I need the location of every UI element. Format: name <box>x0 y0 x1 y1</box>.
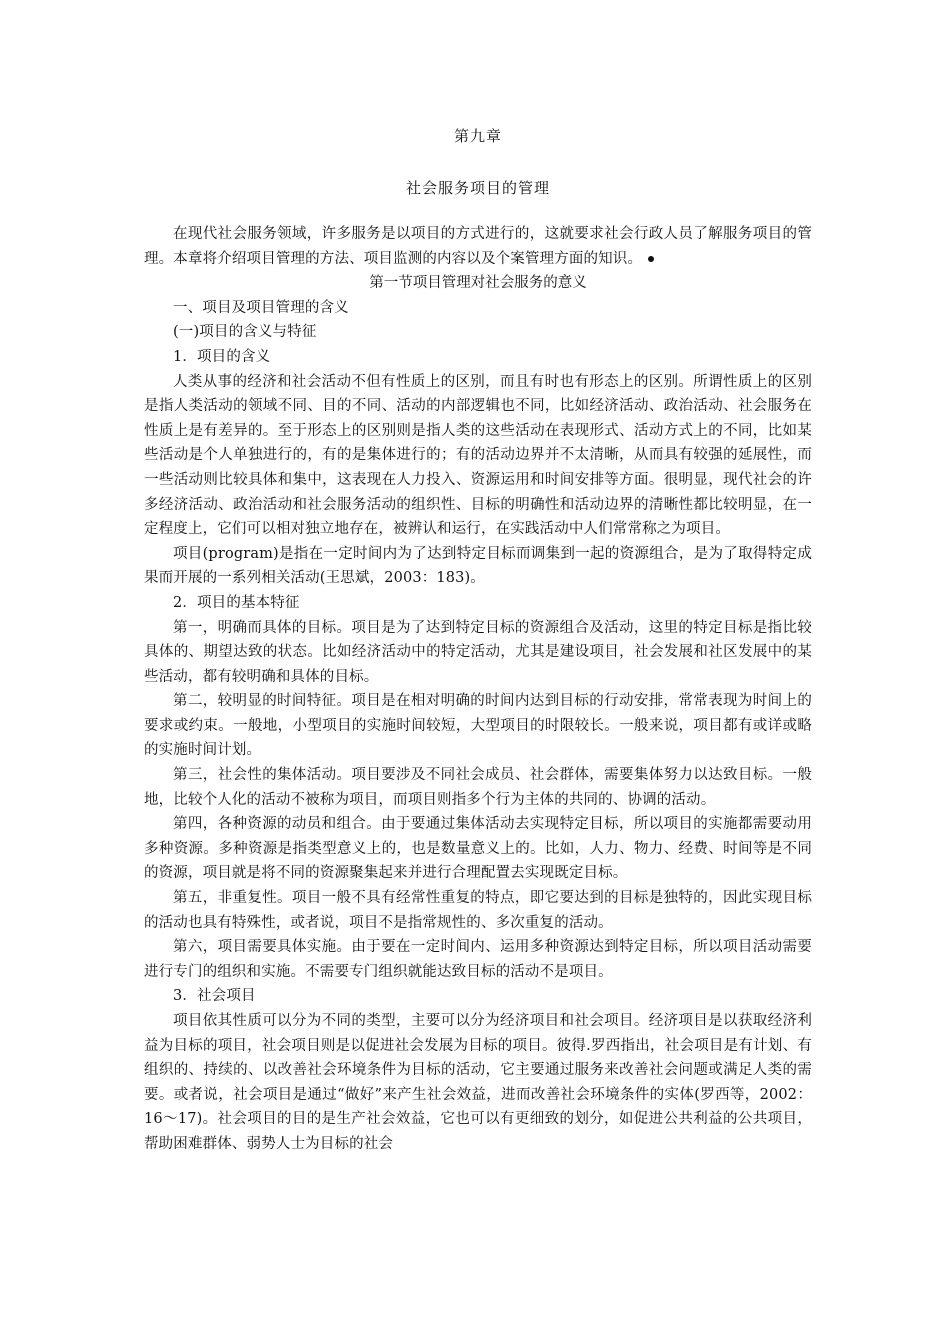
paragraph-feature-4: 第四，各种资源的动员和组合。由于要通过集体活动去实现特定目标，所以项目的实施都需要动用多种资源。多种资源是指类型意义上的，也是数量意义上的。比如，人力、物力、经费、时间等是不同的资源，项目就是将不同的资源聚集起来并进行合理配置去实现既定目标。 <box>144 816 812 882</box>
chapter-subtitle: 社会服务项目的管理 <box>405 179 550 197</box>
paragraph-feature-2: 第二，较明显的时间特征。项目是在相对明确的时间内达到目标的行动安排，常常表现为时间上的要求或约束。一般地，小型项目的实施时间较短，大型项目的时限较长。一般来说，项目都有或详或略的实施时间计划。 <box>144 693 812 759</box>
chapter-title: 第九章 <box>453 127 502 145</box>
paragraph-feature-5: 第五，非重复性。项目一般不具有经常性重复的特点，即它要达到的目标是独特的，因此实现目标的活动也具有特殊性，或者说，项目不是指常规性的、多次重复的活动。 <box>144 890 812 931</box>
document-page <box>144 124 812 1157</box>
heading-social-project: 3．社会项目 <box>173 988 256 1005</box>
intro-paragraph <box>144 222 812 271</box>
paragraph-feature-1: 第一，明确而具体的目标。项目是为了达到特定目标的资源组合及活动，这里的特定目标是指比较具体的、期望达致的状态。比如经济活动中的特定活动，尤其是建设项目，社会发展和社区发展中的某些活动，都有较明确和具体的目标。 <box>144 619 812 685</box>
paragraph-program-definition: 项目(program)是指在一定时间内为了达到特定目标而调集到一起的资源组合，是为了取得特定成果而开展的一系列相关活动(王思斌，2003：183)。 <box>144 545 812 587</box>
section-title: 第一节项目管理对社会服务的意义 <box>369 275 587 292</box>
paragraph-social-project: 项目依其性质可以分为不同的类型，主要可以分为经济项目和社会项目。经济项目是以获取经济利益为目标的项目，社会项目则是以促进社会发展为目标的项目。彼得.罗西指出，社会项目是有计划、有组织的、持续的、以改善社会环境条件为目标的活动，它主要通过服务来改善社会问题或满足人类的需要。或者说，社会项目是通过“做好”来产生社会效益，进而改善社会环境条件的实体(罗西等，2002：16～17)。社会项目的目的是生产社会效益，它也可以有更细致的划分，如促进公共利益的公共项目，帮助困难群体、弱势人士为目标的社会 <box>144 1013 812 1152</box>
heading-level-1: 一、项目及项目管理的含义 <box>173 299 349 316</box>
heading-level-2: (一)项目的含义与特征 <box>173 324 317 341</box>
heading-project-features: 2．项目的基本特征 <box>173 594 300 611</box>
heading-project-meaning: 1．项目的含义 <box>173 348 271 365</box>
paragraph-activity-distinction: 人类从事的经济和社会活动不但有性质上的区别，而且有时也有形态上的区别。所谓性质上的区别是指人类活动的领域不同、目的不同、活动的内部逻辑也不同，比如经济活动、政治活动、社会服务在性质上是有差异的。至于形态上的区别则是指人类的这些活动在表现形式、活动方式上的不同，比如某些活动是个人单独进行的，有的是集体进行的；有的活动边界并不太清晰，从而具有较强的延展性，而一些活动则比较具体和集中，这表现在人力投入、资源运用和时间安排等方面。很明显，现代社会的许多经济活动、政治活动和社会服务活动的组织性、目标的明确性和活动边界的清晰性都比较明显，在一定程度上，它们可以相对独立地存在，被辨认和运行，在实践活动中人们常常称之为项目。 <box>144 373 812 538</box>
paragraph-feature-6: 第六，项目需要具体实施。由于要在一定时间内、运用多种资源达到特定目标，所以项目活动需要进行专门的组织和实施。不需要专门组织就能达致目标的活动不是项目。 <box>144 939 812 980</box>
bullet-dot-icon <box>648 256 654 262</box>
intro-text: 在现代社会服务领域，许多服务是以项目的方式进行的，这就要求社会行政人员了解服务项目的管理。本章将介绍项目管理的方法、项目监测的内容以及个案管理方面的知识。 <box>144 226 812 267</box>
paragraph-feature-3: 第三，社会性的集体活动。项目要涉及不同社会成员、社会群体，需要集体努力以达致目标。一般地，比较个人化的活动不被称为项目，而项目则指多个行为主体的共同的、协调的活动。 <box>144 767 812 808</box>
